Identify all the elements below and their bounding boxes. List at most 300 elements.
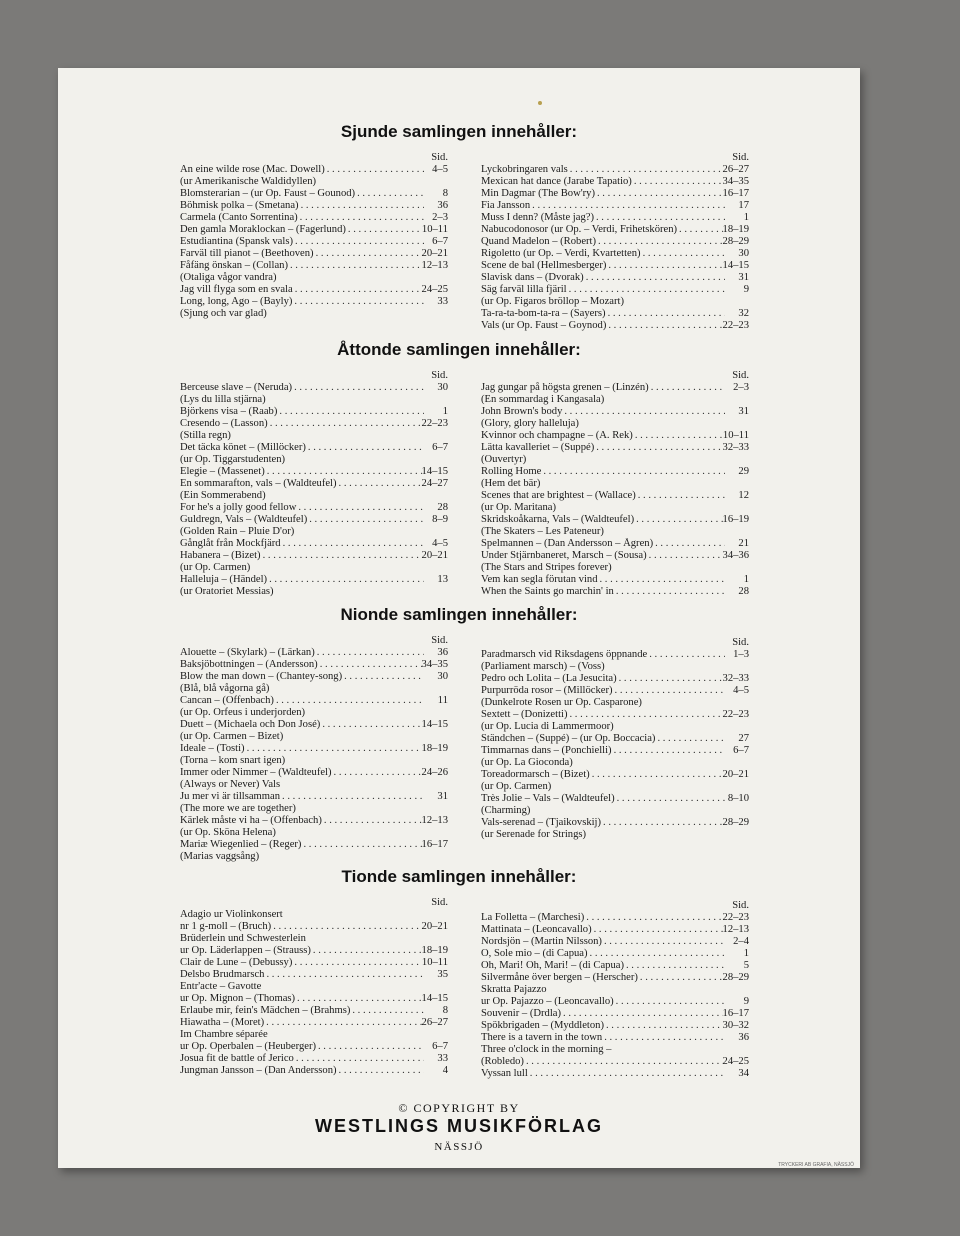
entry-page bbox=[725, 418, 749, 430]
section-title-sjunde: Sjunde samlingen innehåller: bbox=[340, 122, 578, 141]
dot-leader bbox=[590, 769, 723, 781]
sid-label: Sid. bbox=[732, 900, 749, 911]
toc-entry bbox=[180, 1017, 448, 1029]
entry-title: Blow the man down – (Chantey-song) bbox=[180, 671, 343, 682]
entry-title: Vals-serenad – (Tjaikovskij) bbox=[481, 817, 602, 828]
entry-page: 28–29 bbox=[722, 817, 749, 828]
entry-page bbox=[725, 526, 749, 538]
entry-title: Min Dagmar (The Bow'ry) bbox=[481, 188, 595, 199]
dot-leader bbox=[602, 936, 725, 948]
section-sjunde-right bbox=[481, 152, 749, 332]
dot-leader bbox=[602, 1032, 725, 1044]
dot-leader bbox=[613, 685, 725, 697]
toc-entry bbox=[481, 466, 749, 478]
dot-leader bbox=[266, 394, 424, 406]
dot-leader bbox=[540, 478, 725, 490]
toc-entry bbox=[180, 212, 448, 224]
toc-entry bbox=[180, 993, 448, 1005]
entry-title: (Always or Never) Vals bbox=[180, 779, 281, 790]
entry-title: Fåfäng önskan – (Collan) bbox=[180, 260, 288, 271]
entry-title: Im Chambre séparée bbox=[180, 1029, 268, 1040]
dot-leader bbox=[551, 781, 725, 793]
dot-leader bbox=[647, 649, 725, 661]
toc-entry bbox=[180, 248, 448, 260]
entry-title: Kvinnor och champagne – (A. Rek) bbox=[481, 430, 633, 441]
dot-leader bbox=[320, 719, 421, 731]
dot-leader bbox=[586, 829, 725, 841]
sid-label: Sid. bbox=[431, 897, 448, 908]
dot-leader bbox=[530, 805, 725, 817]
dot-leader bbox=[346, 224, 422, 236]
publisher-city: NÄSSJÖ bbox=[434, 1141, 484, 1153]
entry-page: 30–32 bbox=[722, 1020, 749, 1031]
toc-entry bbox=[180, 933, 448, 945]
entry-title: Jag gungar på högsta grenen – (Linzén) bbox=[481, 382, 649, 393]
entry-page: 34–36 bbox=[722, 550, 749, 561]
toc-entry bbox=[481, 308, 749, 320]
entry-title: Long, long, Ago – (Bayly) bbox=[180, 296, 293, 307]
entry-title: Lätta kavalleriet – (Suppé) bbox=[481, 442, 595, 453]
toc-entry bbox=[180, 707, 448, 719]
toc-entry bbox=[180, 1041, 448, 1053]
toc-entry bbox=[180, 454, 448, 466]
entry-page: 36 bbox=[437, 647, 448, 658]
entry-page bbox=[725, 757, 749, 769]
toc-entry bbox=[481, 260, 749, 272]
entry-title: Clair de Lune – (Debussy) bbox=[180, 957, 293, 968]
entry-page: 31 bbox=[738, 272, 749, 283]
toc-entry bbox=[481, 781, 749, 793]
entry-title: Vals (ur Op. Faust – Goynod) bbox=[481, 320, 607, 331]
entry-title: (The more we are together) bbox=[180, 803, 296, 814]
dot-leader bbox=[641, 248, 725, 260]
entry-page bbox=[424, 731, 448, 743]
entry-title: (ur Amerikanische Waldidyllen) bbox=[180, 176, 317, 187]
entry-title: Oh, Mari! Oh, Mari! – (di Capua) bbox=[481, 960, 624, 971]
entry-page: 12–13 bbox=[421, 260, 448, 271]
dot-leader bbox=[281, 538, 424, 550]
toc-entry bbox=[180, 671, 448, 683]
entry-page bbox=[424, 490, 448, 502]
entry-title: Nordsjön – (Martin Nilsson) bbox=[481, 936, 602, 947]
entry-page bbox=[424, 562, 448, 574]
toc-entry bbox=[180, 176, 448, 188]
entry-title: For he's a jolly good fellow bbox=[180, 502, 297, 513]
entry-title: Quand Madelon – (Robert) bbox=[481, 236, 597, 247]
dot-leader bbox=[280, 791, 424, 803]
toc-entry bbox=[481, 188, 749, 200]
entry-title: Björkens visa – (Raab) bbox=[180, 406, 278, 417]
dot-leader bbox=[624, 296, 725, 308]
dot-leader bbox=[606, 260, 722, 272]
entry-title: Ta-ra-ta-bom-ta-ra – (Sayers) bbox=[481, 308, 606, 319]
dot-leader bbox=[294, 1053, 424, 1065]
entry-page: 8–9 bbox=[432, 514, 448, 525]
entry-title: (Hem det bär) bbox=[481, 478, 541, 489]
entry-title: (Lys du lilla stjärna) bbox=[180, 394, 266, 405]
entry-page: 1–3 bbox=[733, 649, 749, 660]
entry-title: Blomsterarian – (ur Op. Faust – Gounod) bbox=[180, 188, 356, 199]
toc-entry bbox=[481, 514, 749, 526]
entry-page: 14–15 bbox=[722, 260, 749, 271]
toc-entry bbox=[481, 733, 749, 745]
dot-leader bbox=[274, 695, 424, 707]
entry-title: Scenes that are brightest – (Wallace) bbox=[481, 490, 636, 501]
toc-entry bbox=[481, 936, 749, 948]
dot-leader bbox=[305, 707, 424, 719]
toc-entry bbox=[481, 721, 749, 733]
entry-title: (Dunkelrote Rosen ur Op. Casparone) bbox=[481, 697, 642, 708]
dot-leader bbox=[614, 721, 725, 733]
toc-entry bbox=[180, 731, 448, 743]
toc-entry bbox=[481, 272, 749, 284]
entry-title: nr 1 g-moll – (Bruch) bbox=[180, 921, 272, 932]
dot-leader bbox=[292, 296, 424, 308]
section-attonde-left bbox=[180, 370, 448, 598]
dot-leader bbox=[231, 430, 424, 442]
dot-leader bbox=[567, 284, 725, 296]
entry-page: 32–33 bbox=[722, 673, 749, 684]
entry-page: 14–15 bbox=[421, 719, 448, 730]
entry-page: 20–21 bbox=[421, 550, 448, 561]
entry-page: 6–7 bbox=[733, 745, 749, 756]
dot-leader bbox=[337, 478, 422, 490]
toc-entry bbox=[180, 418, 448, 430]
entry-page: 32–33 bbox=[722, 442, 749, 453]
toc-entry bbox=[481, 394, 749, 406]
sid-label: Sid. bbox=[431, 152, 448, 163]
entry-page bbox=[725, 984, 749, 996]
sid-label: Sid. bbox=[431, 370, 448, 381]
entry-title: Delsbo Brudmarsch bbox=[180, 969, 265, 980]
toc-entry bbox=[180, 791, 448, 803]
entry-title: Immer oder Nimmer – (Waldteufel) bbox=[180, 767, 332, 778]
entry-page bbox=[424, 981, 448, 993]
entry-page: 1 bbox=[743, 574, 749, 585]
toc-entry bbox=[180, 981, 448, 993]
dot-leader bbox=[337, 1065, 424, 1077]
entry-title: Cresendo – (Lasson) bbox=[180, 418, 268, 429]
entry-page bbox=[424, 176, 448, 188]
toc-entry bbox=[180, 659, 448, 671]
dot-leader bbox=[274, 586, 424, 598]
entry-title: An eine wilde rose (Mac. Dowell) bbox=[180, 164, 325, 175]
entry-page: 2–3 bbox=[432, 212, 448, 223]
dot-leader bbox=[322, 815, 422, 827]
dot-leader bbox=[315, 647, 424, 659]
entry-title: (ur Op. Carmen – Bizet) bbox=[180, 731, 284, 742]
toc-entry bbox=[180, 442, 448, 454]
entry-page: 1 bbox=[442, 406, 448, 417]
dot-leader bbox=[318, 659, 422, 671]
toc-entry bbox=[180, 514, 448, 526]
entry-page: 20–21 bbox=[722, 769, 749, 780]
toc-entry bbox=[481, 1008, 749, 1020]
dot-leader bbox=[265, 466, 422, 478]
entry-title: Farväl till pianot – (Beethoven) bbox=[180, 248, 314, 259]
toc-entry bbox=[180, 296, 448, 308]
dot-leader bbox=[277, 406, 424, 418]
dot-leader bbox=[584, 272, 725, 284]
entry-page: 20–21 bbox=[421, 921, 448, 932]
toc-entry bbox=[180, 743, 448, 755]
entry-title: Halleluja – (Händel) bbox=[180, 574, 268, 585]
entry-title: (Blå, blå vågorna gå) bbox=[180, 683, 270, 694]
dot-leader bbox=[293, 236, 424, 248]
toc-entry bbox=[481, 948, 749, 960]
toc-entry bbox=[180, 779, 448, 791]
entry-title: (Glory, glory halleluja) bbox=[481, 418, 579, 429]
entry-title: (ur Op. Orfeus i underjorden) bbox=[180, 707, 306, 718]
publisher-name: WESTLINGS MUSIKFÖRLAG bbox=[315, 1116, 603, 1136]
entry-page: 30 bbox=[437, 382, 448, 393]
dot-leader bbox=[642, 697, 725, 709]
toc-entry bbox=[481, 224, 749, 236]
entry-page bbox=[725, 829, 749, 841]
entry-page bbox=[424, 779, 448, 791]
entry-title: Three o'clock in the morning – bbox=[481, 1044, 612, 1055]
entry-page bbox=[424, 394, 448, 406]
entry-title: Baksjöbottningen – (Andersson) bbox=[180, 659, 318, 670]
dot-leader bbox=[579, 418, 725, 430]
toc-entry bbox=[180, 260, 448, 272]
dot-leader bbox=[594, 442, 722, 454]
entry-page: 9 bbox=[743, 996, 749, 1007]
dot-leader bbox=[285, 454, 424, 466]
entry-page: 31 bbox=[437, 791, 448, 802]
entry-title: When the Saints go marchin' in bbox=[481, 586, 614, 597]
entry-title: Habanera – (Bizet) bbox=[180, 550, 261, 561]
entry-page: 8 bbox=[442, 1005, 448, 1016]
entry-title: Vyssan lull bbox=[481, 1068, 528, 1079]
toc-entry bbox=[180, 827, 448, 839]
entry-page bbox=[424, 454, 448, 466]
entry-page: 26–27 bbox=[722, 164, 749, 175]
toc-entry bbox=[180, 957, 448, 969]
entry-page bbox=[424, 827, 448, 839]
entry-page: 18–19 bbox=[421, 743, 448, 754]
dot-leader bbox=[614, 996, 725, 1008]
toc-entry bbox=[481, 538, 749, 550]
dot-leader bbox=[556, 502, 725, 514]
entry-page: 34–35 bbox=[421, 659, 448, 670]
toc-entry bbox=[180, 647, 448, 659]
toc-entry bbox=[481, 586, 749, 598]
entry-page bbox=[424, 755, 448, 767]
toc-entry bbox=[180, 586, 448, 598]
dot-leader bbox=[612, 745, 725, 757]
entry-page: 4–5 bbox=[432, 164, 448, 175]
dot-leader bbox=[269, 683, 424, 695]
entry-page bbox=[424, 933, 448, 945]
entry-title: (Charming) bbox=[481, 805, 531, 816]
entry-title: Elegie – (Massenet) bbox=[180, 466, 265, 477]
dot-leader bbox=[276, 827, 424, 839]
entry-page: 28–29 bbox=[722, 236, 749, 247]
entry-page: 1 bbox=[743, 212, 749, 223]
entry-title: (En sommardag i Kangasala) bbox=[481, 394, 605, 405]
entry-title: (Otaliga vågor vandra) bbox=[180, 272, 277, 283]
entry-title: (ur Op. Maritana) bbox=[481, 502, 557, 513]
dot-leader bbox=[280, 779, 424, 791]
dot-leader bbox=[541, 466, 725, 478]
entry-title: (Torna – kom snart igen) bbox=[180, 755, 286, 766]
entry-title: Den gamla Moraklockan – (Fagerlund) bbox=[180, 224, 346, 235]
entry-page: 2–3 bbox=[733, 382, 749, 393]
toc-entry bbox=[180, 526, 448, 538]
entry-title: Mariæ Wiegenlied – (Reger) bbox=[180, 839, 302, 850]
toc-entry bbox=[481, 972, 749, 984]
entry-page bbox=[424, 683, 448, 695]
toc-entry bbox=[481, 1068, 749, 1080]
dot-leader bbox=[526, 454, 725, 466]
dot-leader bbox=[649, 382, 725, 394]
entry-page bbox=[725, 562, 749, 574]
section-title-tionde: Tionde samlingen innehåller: bbox=[341, 867, 577, 886]
toc-entry bbox=[180, 406, 448, 418]
entry-title: Ju mer vi är tillsamman bbox=[180, 791, 281, 802]
entry-page bbox=[424, 586, 448, 598]
entry-page: 6–7 bbox=[432, 236, 448, 247]
entry-page: 28 bbox=[738, 586, 749, 597]
entry-title: ur Op. Operbalen – (Heuberger) bbox=[180, 1041, 316, 1052]
dot-leader bbox=[615, 793, 725, 805]
dot-leader bbox=[568, 709, 723, 721]
toc-entry bbox=[180, 224, 448, 236]
dot-leader bbox=[316, 176, 424, 188]
entry-title: Slavisk dans – (Dvorak) bbox=[481, 272, 584, 283]
dot-leader bbox=[283, 731, 424, 743]
entry-title: Toreadormarsch – (Bizet) bbox=[481, 769, 590, 780]
dot-leader bbox=[588, 948, 725, 960]
entry-page: 28–29 bbox=[722, 972, 749, 983]
toc-entry bbox=[180, 272, 448, 284]
entry-page bbox=[424, 707, 448, 719]
entry-page bbox=[725, 502, 749, 514]
copyright-line: © COPYRIGHT BY bbox=[398, 1101, 520, 1115]
entry-title: (Parliament marsch) – (Voss) bbox=[481, 661, 605, 672]
entry-page bbox=[725, 1044, 749, 1056]
entry-title: Spökbrigaden – (Myddleton) bbox=[481, 1020, 604, 1031]
dot-leader bbox=[596, 236, 722, 248]
entry-page: 28 bbox=[437, 502, 448, 513]
toc-entry bbox=[180, 683, 448, 695]
dot-leader bbox=[316, 1041, 424, 1053]
entry-page: 10–11 bbox=[421, 957, 448, 968]
entry-title: Timmarnas dans – (Ponchielli) bbox=[481, 745, 612, 756]
toc-entry bbox=[481, 661, 749, 673]
entry-page: 4–5 bbox=[432, 538, 448, 549]
entry-page: 24–26 bbox=[421, 767, 448, 778]
toc-entry bbox=[481, 984, 749, 996]
toc-entry bbox=[481, 829, 749, 841]
entry-page: 33 bbox=[437, 296, 448, 307]
toc-entry bbox=[481, 912, 749, 924]
dot-leader bbox=[311, 945, 422, 957]
toc-entry bbox=[481, 526, 749, 538]
toc-entry bbox=[481, 284, 749, 296]
entry-title: (Marias vaggsång) bbox=[180, 851, 260, 862]
entry-title: Souvenir – (Drdla) bbox=[481, 1008, 562, 1019]
entry-title: Skratta Pajazzo bbox=[481, 984, 547, 995]
toc-entry bbox=[481, 757, 749, 769]
entry-page bbox=[725, 661, 749, 673]
section-nionde-left bbox=[180, 635, 448, 863]
entry-page: 29 bbox=[738, 466, 749, 477]
dot-leader bbox=[604, 526, 725, 538]
entry-page: 31 bbox=[738, 406, 749, 417]
dot-leader bbox=[547, 984, 725, 996]
entry-title: Très Jolie – Vals – (Waldteufel) bbox=[481, 793, 615, 804]
toc-entry bbox=[481, 1020, 749, 1032]
dot-leader bbox=[261, 550, 422, 562]
dot-leader bbox=[606, 320, 722, 332]
toc-entry bbox=[481, 236, 749, 248]
entry-page: 16–19 bbox=[722, 514, 749, 525]
entry-title: (Robledo) bbox=[481, 1056, 524, 1067]
toc-entry bbox=[180, 851, 448, 863]
entry-title: Jungman Jansson – (Dan Andersson) bbox=[180, 1065, 337, 1076]
dot-leader bbox=[573, 757, 725, 769]
toc-entry bbox=[180, 755, 448, 767]
entry-page: 12 bbox=[738, 490, 749, 501]
entry-page: 34–35 bbox=[722, 176, 749, 187]
entry-title: (ur Op. Carmen) bbox=[180, 562, 251, 573]
dot-leader bbox=[271, 921, 421, 933]
entry-page bbox=[424, 851, 448, 863]
dot-leader bbox=[561, 1008, 722, 1020]
toc-entry bbox=[481, 212, 749, 224]
dot-leader bbox=[617, 673, 723, 685]
entry-title: ur Op. Läderlappen – (Strauss) bbox=[180, 945, 311, 956]
entry-title: (ur Op. Figaros bröllop – Mozart) bbox=[481, 296, 624, 307]
dot-leader bbox=[604, 1020, 723, 1032]
toc-entry bbox=[481, 924, 749, 936]
dot-leader bbox=[259, 851, 424, 863]
dot-leader bbox=[524, 1056, 723, 1068]
toc-entry bbox=[180, 502, 448, 514]
entry-title: Purpurröda rosor – (Millöcker) bbox=[481, 685, 613, 696]
toc-entry bbox=[481, 769, 749, 781]
entry-page: 5 bbox=[743, 960, 749, 971]
dot-leader bbox=[606, 308, 725, 320]
entry-title: Carmela (Canto Sorrentina) bbox=[180, 212, 298, 223]
entry-page: 6–7 bbox=[432, 442, 448, 453]
entry-page: 10–11 bbox=[722, 430, 749, 441]
sid-label: Sid. bbox=[732, 637, 749, 648]
entry-title: Entr'acte – Gavotte bbox=[180, 981, 262, 992]
toc-entry bbox=[180, 200, 448, 212]
dot-leader bbox=[267, 574, 424, 586]
toc-entry bbox=[481, 296, 749, 308]
toc-entry bbox=[481, 709, 749, 721]
section-attonde-right bbox=[481, 370, 749, 598]
section-tionde-left bbox=[180, 897, 448, 1077]
toc-entry bbox=[481, 562, 749, 574]
dot-leader bbox=[261, 981, 424, 993]
toc-entry bbox=[180, 909, 448, 921]
toc-entry bbox=[180, 538, 448, 550]
entry-title: Cancan – (Offenbach) bbox=[180, 695, 274, 706]
toc-entry bbox=[180, 394, 448, 406]
entry-title: Silvermåne över bergen – (Herscher) bbox=[481, 972, 638, 983]
toc-entry bbox=[180, 478, 448, 490]
entry-title: Alouette – (Skylark) – (Lärkan) bbox=[180, 647, 315, 658]
entry-title: Erlaube mir, fein's Mädchen – (Brahms) bbox=[180, 1005, 351, 1016]
section-nionde-right bbox=[481, 637, 749, 841]
dot-leader bbox=[250, 562, 424, 574]
dot-leader bbox=[288, 260, 422, 272]
